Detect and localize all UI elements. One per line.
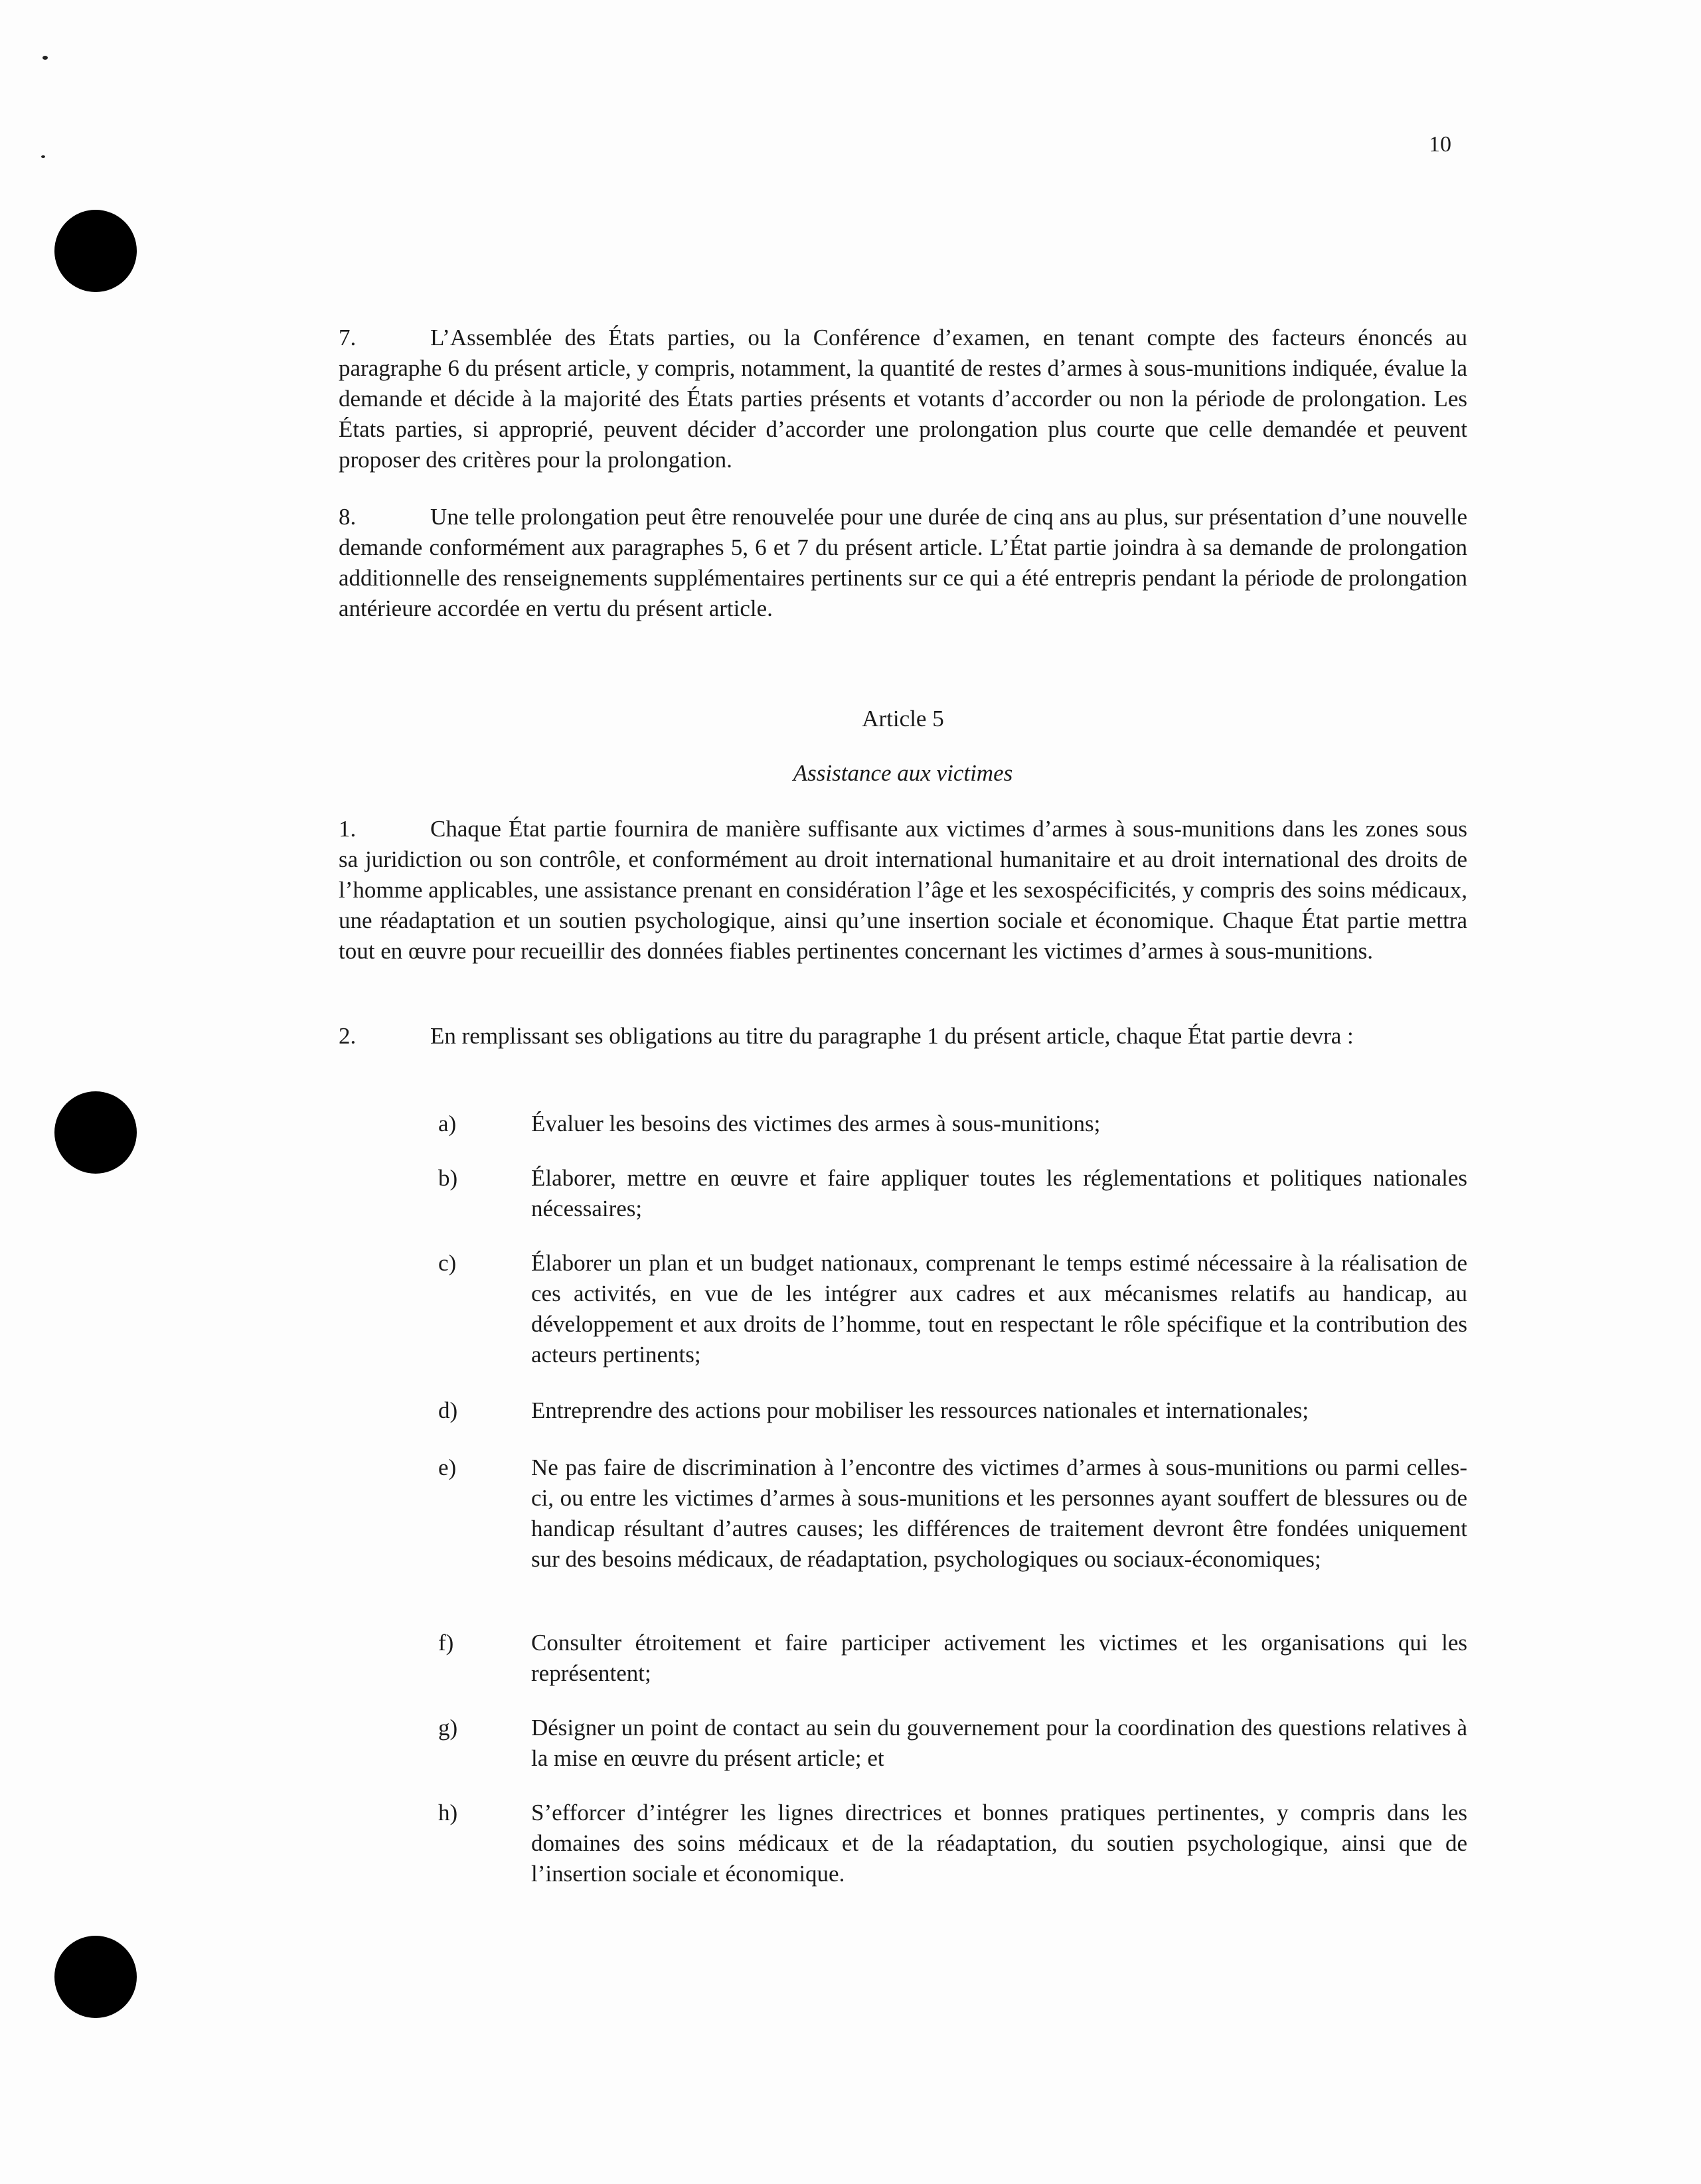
list-item-text: S’efforcer d’intégrer les lignes directrices et bonnes pratiques pertinentes, y compris dans les domaines des soins médicaux et de la réadaptation, du soutien psychologique, ainsi que de l’insertion sociale et économique. bbox=[531, 1800, 1467, 1887]
paragraph-number: 8. bbox=[339, 504, 357, 530]
paragraph-8 bbox=[339, 502, 1467, 624]
list-item-label: a) bbox=[438, 1111, 457, 1136]
paragraph-number: 1. bbox=[339, 816, 357, 842]
list-item-text: Élaborer, mettre en œuvre et faire appliquer toutes les réglementations et politiques nationales nécessaires; bbox=[531, 1165, 1467, 1221]
list-item-label: e) bbox=[438, 1454, 457, 1480]
punch-hole-bottom bbox=[54, 1936, 137, 2018]
paragraph-number: 2. bbox=[339, 1023, 357, 1049]
paragraph-text: Chaque État partie fournira de manière suffisante aux victimes d’armes à sous-munitions dans les zones sous sa juridiction ou son contrôle, et conformément au droit international humanitaire et au droit international des droits de l’homme applicables, une assistance prenant en considération l’âge et les sexospécificités, y compris des soins médicaux, une réadaptation et un soutien psychologique, ainsi qu’une insertion sociale et économique. Chaque État partie mettra tout en œuvre pour recueillir des données fiables pertinentes concernant les victimes d’armes à sous-munitions. bbox=[339, 816, 1467, 964]
list-item-text: Désigner un point de contact au sein du gouvernement pour la coordination des questions relatives à la mise en œuvre du présent article; et bbox=[531, 1715, 1467, 1771]
list-item-label: d) bbox=[438, 1397, 458, 1423]
list-item-label: b) bbox=[438, 1165, 458, 1191]
paragraph-text: Une telle prolongation peut être renouvelée pour une durée de cinq ans au plus, sur présentation d’une nouvelle demande conformément aux paragraphes 5, 6 et 7 du présent article. L’État partie joindra à sa demande de prolongation additionnelle des renseignements supplémentaires pertinents sur ce qui a été entrepris pendant la période de prolongation antérieure accordée en vertu du présent article. bbox=[339, 504, 1467, 621]
paragraph-number: 7. bbox=[339, 325, 357, 351]
scan-speck bbox=[41, 155, 45, 158]
article5-paragraph-1 bbox=[339, 814, 1467, 967]
scan-speck bbox=[42, 56, 48, 60]
paragraph-text: L’Assemblée des États parties, ou la Conférence d’examen, en tenant compte des facteurs énoncés au paragraphe 6 du présent article, y compris, notamment, la quantité de restes d’armes à sous-munitions indiquée, évalue la demande et décide à la majorité des États parties présents et votants d’accorder ou non la période de prolongation. Les États parties, si approprié, peuvent décider d’accorder une prolongation plus courte que celle demandée et peuvent proposer des critères pour la prolongation. bbox=[339, 325, 1467, 473]
paragraph-7 bbox=[339, 323, 1467, 475]
article-title: Article 5 bbox=[862, 706, 944, 732]
list-item-label: h) bbox=[438, 1800, 458, 1826]
punch-hole-middle bbox=[54, 1091, 137, 1174]
list-item-text: Ne pas faire de discrimination à l’encontre des victimes d’armes à sous-munitions ou parmi celles-ci, ou entre les victimes d’armes à sous-munitions et les personnes ayant souffert de blessures ou de handicap résultant d’autres causes; les différences de traitement devront être fondées uniquement sur des besoins médicaux, de réadaptation, psychologiques ou sociaux-économiques; bbox=[531, 1454, 1467, 1572]
paragraph-text: En remplissant ses obligations au titre du paragraphe 1 du présent article, chaque État partie devra : bbox=[430, 1023, 1354, 1049]
article5-paragraph-2 bbox=[339, 1021, 1467, 1052]
page-number: 10 bbox=[1429, 132, 1451, 157]
list-item-label: f) bbox=[438, 1630, 454, 1656]
article-subtitle: Assistance aux victimes bbox=[793, 760, 1013, 786]
list-item-text: Consulter étroitement et faire participer activement les victimes et les organisations qui les représentent; bbox=[531, 1630, 1467, 1686]
list-item-label: c) bbox=[438, 1250, 457, 1276]
list-item-label: g) bbox=[438, 1715, 458, 1741]
list-item-text: Évaluer les besoins des victimes des armes à sous-munitions; bbox=[531, 1111, 1101, 1136]
list-item-text: Entreprendre des actions pour mobiliser les ressources nationales et internationales; bbox=[531, 1397, 1309, 1423]
list-item-text: Élaborer un plan et un budget nationaux, comprenant le temps estimé nécessaire à la réalisation de ces activités, en vue de les intégrer aux cadres et aux mécanismes relatifs au handicap, au développement et aux droits de l’homme, tout en respectant le rôle spécifique et la contribution des acteurs pertinents; bbox=[531, 1250, 1467, 1367]
punch-hole-top bbox=[54, 210, 137, 292]
